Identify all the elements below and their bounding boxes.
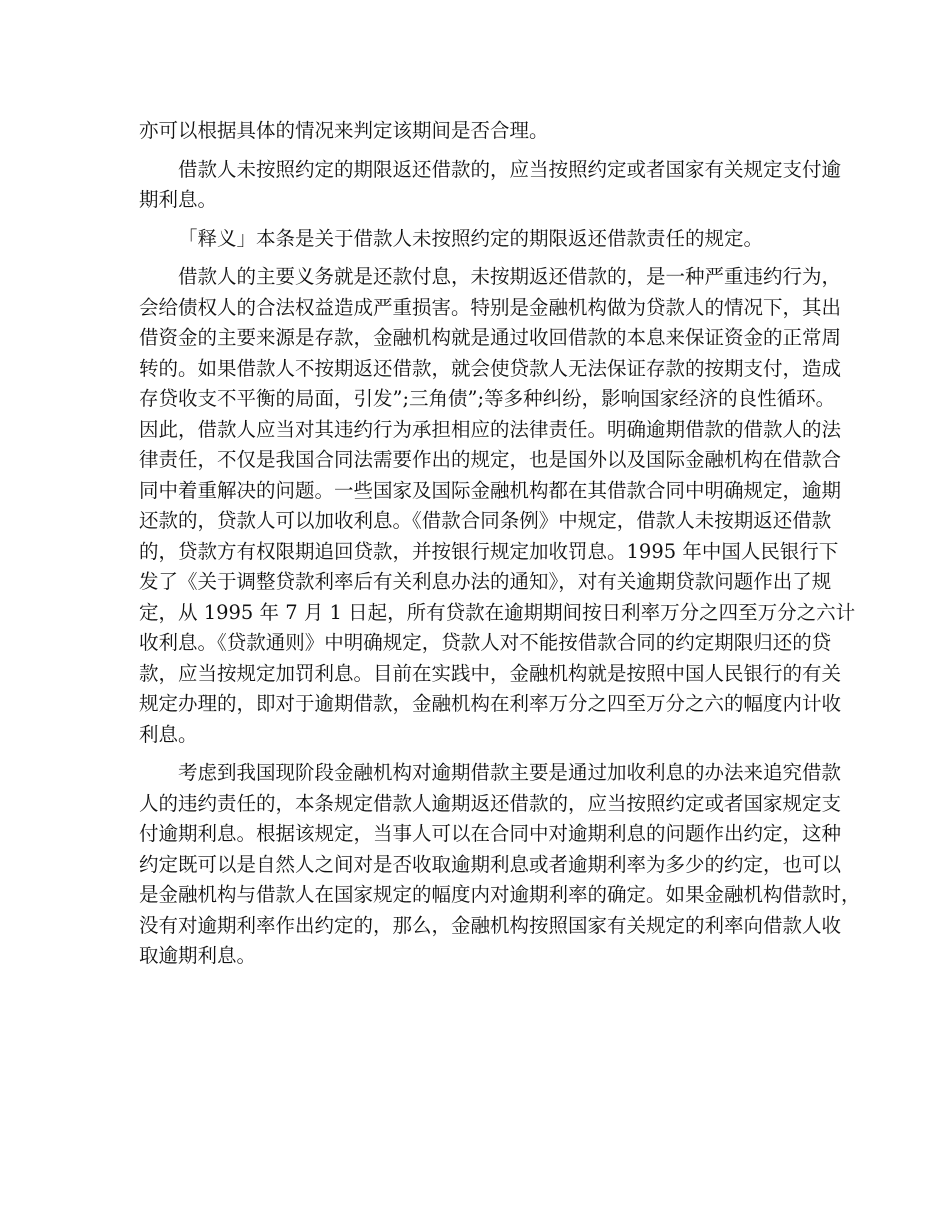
- text-line: 款，应当按规定加罚利息。目前在实践中，金融机构就是按照中国人民银行的有关: [139, 661, 842, 685]
- text-line: 借款人的主要义务就是还款付息，未按期返还借款的，是一种严重违约行为，: [178, 265, 842, 288]
- text-line: 存贷收支不平衡的局面，引发”;三角债”;等多种纠纷，影响国家经济的良性循环。: [139, 387, 836, 410]
- text-line: 发了《关于调整贷款利率后有关利息办法的通知》，对有关逾期贷款问题作出了规: [139, 570, 832, 593]
- text-line: 利息。: [139, 722, 198, 746]
- text-line: 借款人未按照约定的期限返还借款的，应当按照约定或者国家有关规定支付逾: [178, 157, 842, 181]
- text-line: 期利息。: [139, 188, 218, 211]
- paragraph-2: [139, 155, 842, 216]
- text-line: 借资金的主要来源是存款，金融机构就是通过收回借款的本息来保证资金的正常周: [139, 326, 842, 349]
- text-line: 会给债权人的合法权益造成严重损害。特别是金融机构做为贷款人的情况下，其出: [139, 295, 842, 319]
- text-line: 亦可以根据具体的情况来判定该期间是否合理。: [139, 119, 549, 142]
- text-line: 约定既可以是自然人之间对是否收取逾期利息或者逾期利率为多少的约定，也可以: [139, 852, 842, 876]
- text-line: 没有对逾期利率作出约定的，那么，金融机构按照国家有关规定的利率向借款人收: [139, 913, 842, 937]
- document-body: [139, 116, 861, 980]
- text-line: 同中着重解决的问题。一些国家及国际金融机构都在其借款合同中明确规定，逾期: [139, 478, 842, 502]
- text-line: 考虑到我国现阶段金融机构对逾期借款主要是通过加收利息的办法来追究借款: [178, 761, 842, 784]
- text-line: 的，贷款方有权限期追回贷款，并按银行规定加收罚息。1995 年中国人民银行下: [139, 539, 839, 563]
- text-line: 规定办理的，即对于逾期借款，金融机构在利率万分之四至万分之六的幅度内计收: [139, 692, 842, 715]
- text-line: 转的。如果借款人不按期返还借款，就会使贷款人无法保证存款的按期支付，造成: [139, 356, 842, 380]
- paragraph-1: [139, 116, 829, 147]
- text-line: 是金融机构与借款人在国家规定的幅度内对逾期利率的确定。如果金融机构借款时，: [139, 883, 861, 906]
- text-line: 收利息。《贷款通则》中明确规定，贷款人对不能按借款合同的约定期限归还的贷: [139, 631, 832, 654]
- text-line: 付逾期利息。根据该规定，当事人可以在合同中对逾期利息的问题作出约定，这种: [139, 822, 842, 845]
- text-line: 定，从 1995 年 7 月 1 日起，所有贷款在逾期期间按日利率万分之四至万分之六计: [139, 600, 856, 624]
- paragraph-5: [139, 758, 861, 972]
- text-line: 还款的，贷款人可以加收利息。《借款合同条例》中规定，借款人未按期返还借款: [139, 509, 832, 532]
- paragraph-3: [139, 224, 829, 255]
- text-line: 人的违约责任的，本条规定借款人逾期返还借款的，应当按照约定或者国家规定支: [139, 791, 842, 815]
- paragraph-4: [139, 262, 856, 750]
- text-line: 因此，借款人应当对其违约行为承担相应的法律责任。明确逾期借款的借款人的法: [139, 417, 842, 441]
- text-line: 律责任，不仅是我国合同法需要作出的规定，也是国外以及国际金融机构在借款合: [139, 448, 842, 471]
- text-line: 「释义」本条是关于借款人未按照约定的期限返还借款责任的规定。: [178, 226, 764, 250]
- text-line: 取逾期利息。: [139, 944, 257, 967]
